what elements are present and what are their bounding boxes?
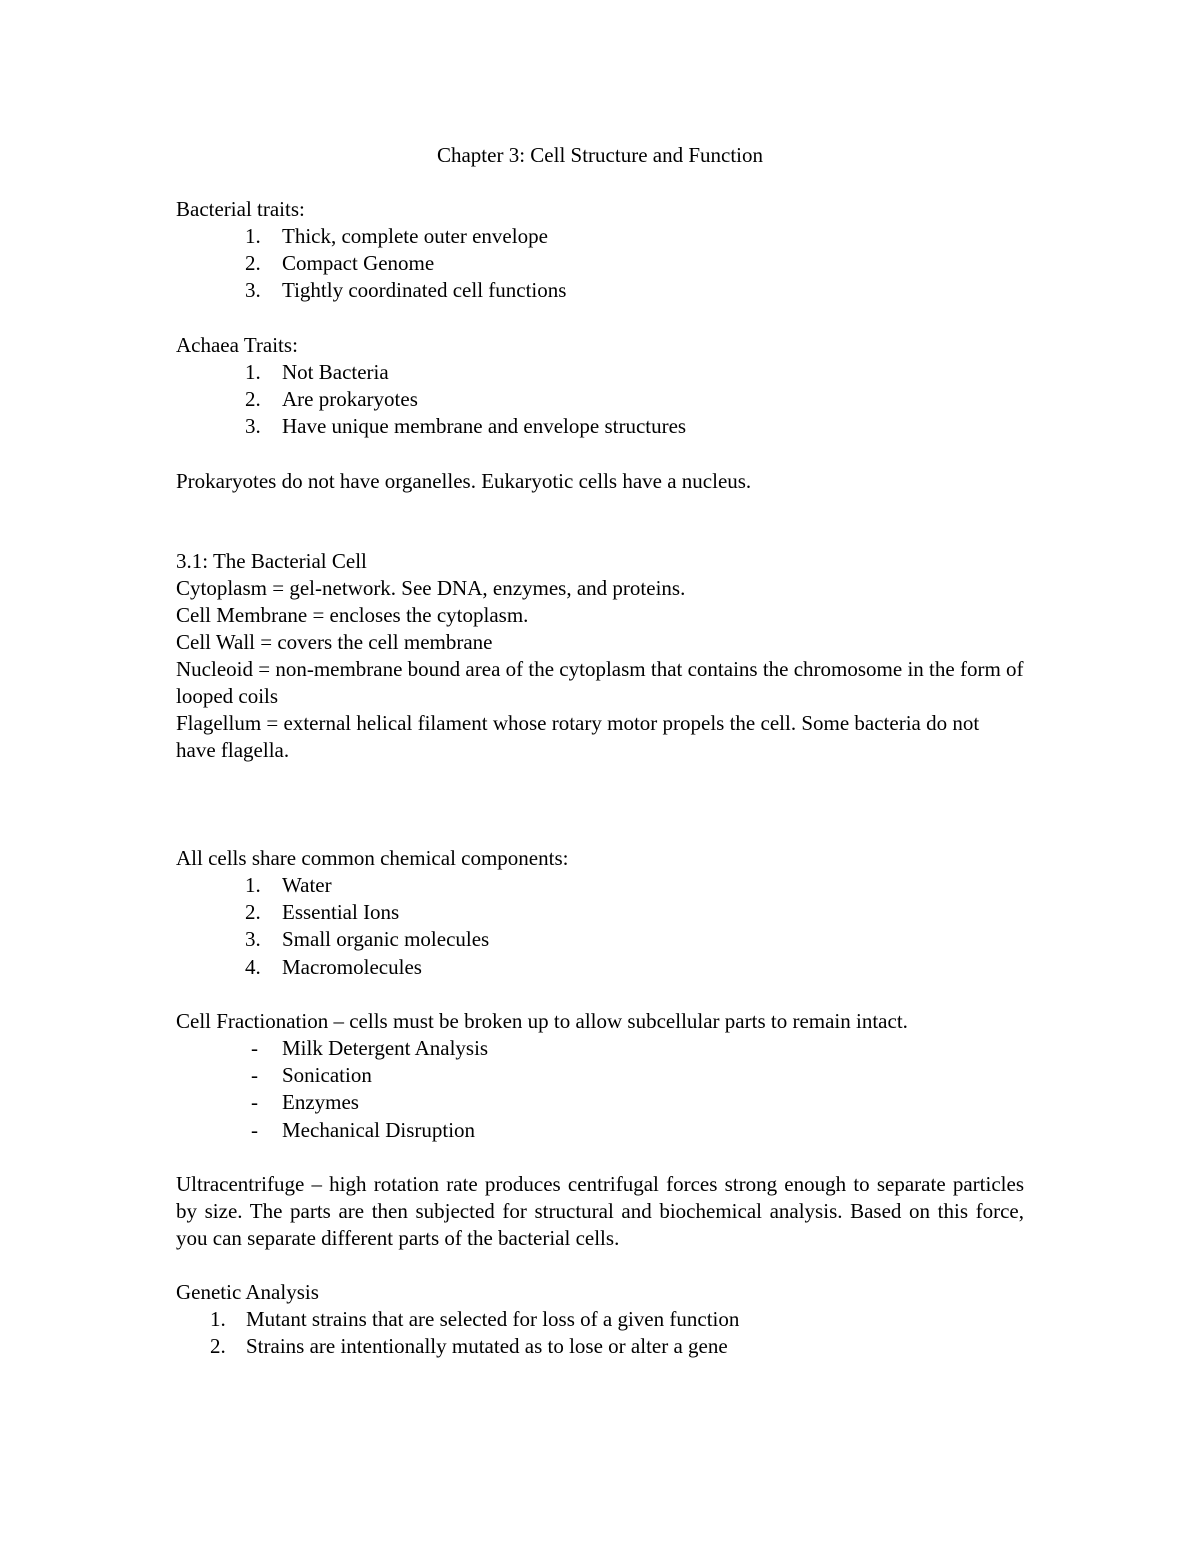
list-item-number: 2. [210, 1334, 226, 1358]
flagellum-definition: Flagellum = external helical filament whose rotary motor propels the cell. Some bacteria do not have flagella. [176, 711, 980, 762]
list-item: Milk Detergent Analysis [282, 1036, 489, 1060]
list-item-number: 3. [245, 414, 261, 438]
bullet-dash: - [251, 1118, 258, 1142]
list-item: Mutant strains that are selected for loss of a given function [246, 1307, 740, 1331]
list-item: Mechanical Disruption [282, 1118, 476, 1142]
list-item-number: 1. [245, 360, 261, 384]
list-item-number: 1. [245, 873, 261, 897]
list-item: Not Bacteria [282, 360, 389, 384]
bullet-dash: - [251, 1063, 258, 1087]
nucleoid-definition: Nucleoid = non-membrane bound area of the cytoplasm that contains the chromosome in the form of looped coils [176, 657, 1024, 708]
list-item: Macromolecules [282, 955, 422, 979]
list-item: Tightly coordinated cell functions [282, 278, 567, 302]
list-item: Water [282, 873, 332, 897]
bullet-dash: - [251, 1090, 258, 1114]
list-item-number: 3. [245, 927, 261, 951]
list-item-number: 2. [245, 900, 261, 924]
list-item: Are prokaryotes [282, 387, 418, 411]
list-item: Thick, complete outer envelope [282, 224, 548, 248]
list-item: Small organic molecules [282, 927, 490, 951]
cytoplasm-definition: Cytoplasm = gel-network. See DNA, enzymes, and proteins. [176, 576, 686, 600]
chemical-components-heading: All cells share common chemical components: [176, 846, 569, 870]
list-item: Sonication [282, 1063, 372, 1087]
list-item-number: 2. [245, 387, 261, 411]
cell-wall-definition: Cell Wall = covers the cell membrane [176, 630, 493, 654]
list-item: Compact Genome [282, 251, 435, 275]
list-item-number: 1. [210, 1307, 226, 1331]
page-title: Chapter 3: Cell Structure and Function [436, 143, 764, 167]
list-item-number: 2. [245, 251, 261, 275]
archaea-traits-heading: Achaea Traits: [176, 333, 298, 357]
list-item-number: 3. [245, 278, 261, 302]
list-item: Have unique membrane and envelope structures [282, 414, 687, 438]
ultracentrifuge-paragraph: Ultracentrifuge – high rotation rate produces centrifugal forces strong enough to separate particles by size. The parts are then subjected for structural and biochemical analysis. Based on this force, you can separate different parts of the bacterial cells. [176, 1172, 1024, 1250]
genetic-analysis-heading: Genetic Analysis [176, 1280, 319, 1304]
list-item-number: 4. [245, 955, 261, 979]
cell-membrane-definition: Cell Membrane = encloses the cytoplasm. [176, 603, 529, 627]
bacterial-traits-heading: Bacterial traits: [176, 197, 305, 221]
bullet-dash: - [251, 1036, 258, 1060]
bacterial-cell-heading: 3.1: The Bacterial Cell [176, 549, 367, 573]
list-item: Enzymes [282, 1090, 359, 1114]
list-item-number: 1. [245, 224, 261, 248]
list-item: Strains are intentionally mutated as to lose or alter a gene [246, 1334, 728, 1358]
organelles-note: Prokaryotes do not have organelles. Eukaryotic cells have a nucleus. [176, 469, 752, 493]
cell-fractionation-heading: Cell Fractionation – cells must be broken up to allow subcellular parts to remain intact. [176, 1009, 908, 1033]
list-item: Essential Ions [282, 900, 400, 924]
